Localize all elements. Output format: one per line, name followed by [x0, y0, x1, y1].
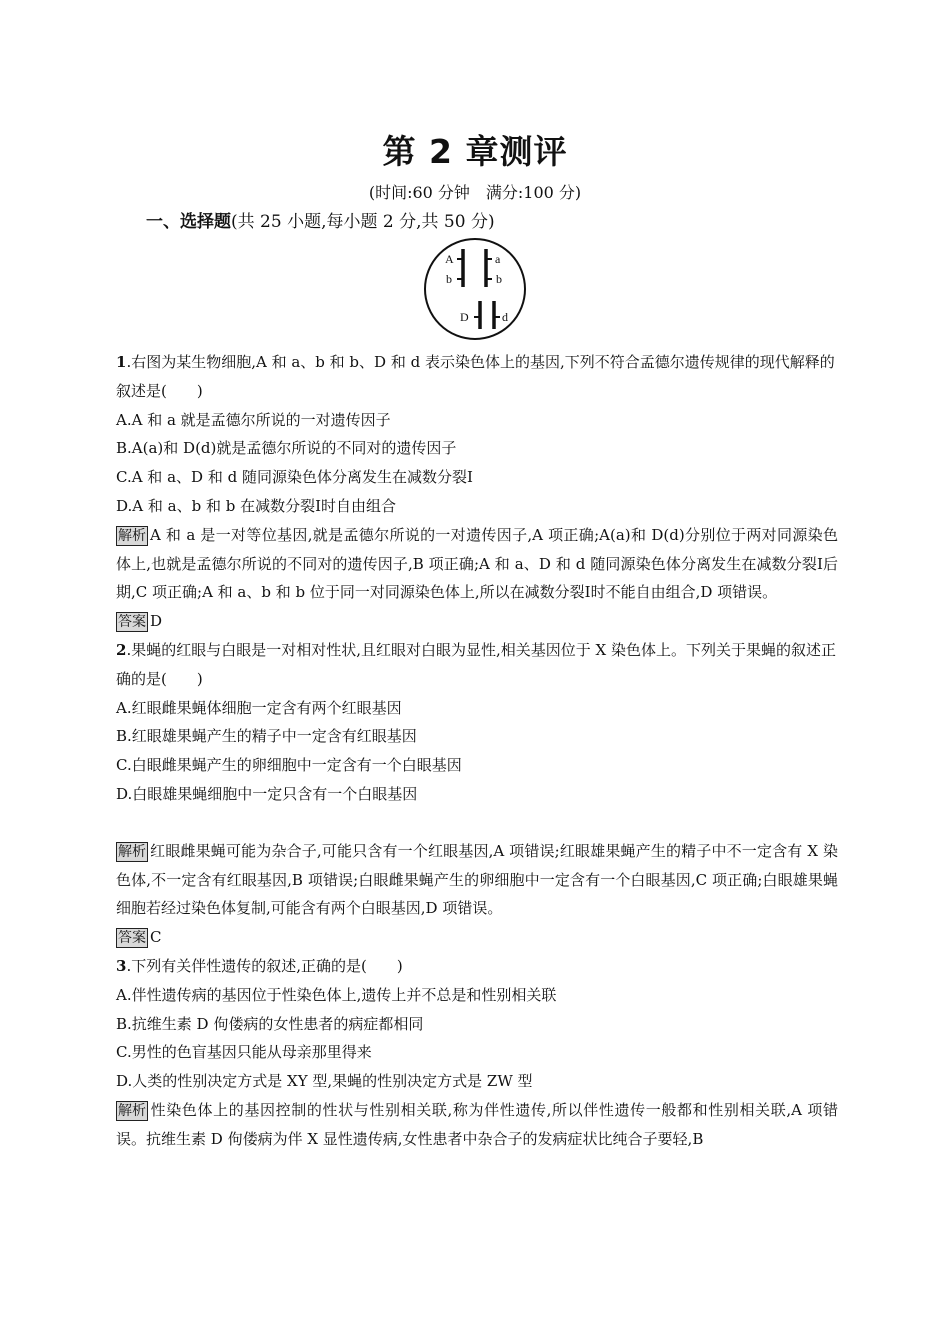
section-note: (共 25 小题,每小题 2 分,共 50 分): [231, 212, 495, 232]
answer-tag: 答案: [118, 930, 146, 947]
question-list: [116, 348, 838, 1154]
section-heading: [146, 207, 495, 232]
question-1-explanation: 解析 A 和 a 是一对等位基因,就是孟德尔所说的一对遗传因子,A 项正确;A(a)和 D(d)分别位于两对同源染色体上,也就是孟德尔所说的不同对的遗传因子,B 项正确;A 和 a、D 和 d 随同源染色体分离发生在减数分裂Ⅰ后期,C 项正确;A 和 a、b 和 b 位于同一对同源染色体上,所以在减数分裂Ⅰ时不能自由组合,D 项错误。: [116, 525, 838, 602]
question-3-stem: 3.下列有关伴性遗传的叙述,正确的是( ): [116, 956, 403, 975]
gene-label-b-right: b: [496, 272, 502, 286]
gene-label-D: D: [460, 310, 469, 324]
question-2-option-b: B.红眼雄果蝇产生的精子中一定含有红眼基因: [116, 727, 417, 746]
question-2-option-d: D.白眼雄果蝇细胞中一定只含有一个白眼基因: [116, 784, 418, 803]
question-3-option-d: D.人类的性别决定方式是 XY 型,果蝇的性别决定方式是 ZW 型: [116, 1072, 533, 1091]
question-1-option-d: D.A 和 a、b 和 b 在减数分裂Ⅰ时自由组合: [116, 496, 397, 515]
explanation-tag: 解析: [118, 527, 146, 544]
question-1-answer: 答案 D: [118, 612, 163, 631]
gene-label-d: d: [502, 310, 508, 324]
question-1-option-c: C.A 和 a、D 和 d 随同源染色体分离发生在减数分裂Ⅰ: [116, 468, 473, 487]
exam-time-score: (时间:60 分钟 满分:100 分): [368, 183, 582, 202]
question-1-option-b: B.A(a)和 D(d)就是孟德尔所说的不同对的遗传因子: [116, 439, 457, 458]
explanation-tag: 解析: [118, 843, 146, 860]
explanation-tag: 解析: [118, 1102, 146, 1119]
cell-chromosome-diagram: [418, 237, 532, 341]
question-3-option-b: B.抗维生素 D 佝偻病的女性患者的病症都相同: [116, 1014, 424, 1033]
question-1-stem: 1.右图为某生物细胞,A 和 a、b 和 b、D 和 d 表示染色体上的基因,下列不符合孟德尔遗传规律的现代解释的叙述是( ): [116, 353, 835, 400]
question-3-option-a: A.伴性遗传病的基因位于性染色体上,遗传上并不总是和性别相关联: [116, 985, 557, 1004]
gene-label-b-left: b: [446, 272, 452, 286]
question-2-explanation: 解析 红眼雌果蝇可能为杂合子,可能只含有一个红眼基因,A 项错误;红眼雄果蝇产生的精子中不一定含有 X 染色体,不一定含有红眼基因,B 项错误;白眼雌果蝇产生的卵细胞中一定含有一个白眼基因,C 项正确;白眼雄果蝇细胞若经过染色体复制,可能含有两个白眼基因,D 项错误。: [116, 841, 838, 918]
cell-outline: [425, 239, 525, 339]
question-2-option-c: C.白眼雌果蝇产生的卵细胞中一定含有一个白眼基因: [116, 756, 462, 775]
answer-tag: 答案: [118, 614, 146, 631]
gene-label-A: A: [445, 252, 454, 266]
question-1-option-a: A.A 和 a 就是孟德尔所说的一对遗传因子: [116, 410, 391, 429]
question-2-stem: 2.果蝇的红眼与白眼是一对相对性状,且红眼对白眼为显性,相关基因位于 X 染色体上。下列关于果蝇的叙述正确的是( ): [116, 640, 836, 688]
question-3-explanation: 解析 性染色体上的基因控制的性状与性别相关联,称为伴性遗传,所以伴性遗传一般都和性别相关联,A 项错误。抗维生素 D 佝偻病为伴 X 显性遗传病,女性患者中杂合子的发病症状比纯合子要轻,B: [116, 1100, 838, 1148]
question-3-option-c: C.男性的色盲基因只能从母亲那里得来: [116, 1043, 372, 1062]
section-label: 一、选择题: [146, 212, 231, 232]
page-title: 第 2 章测评: [382, 132, 568, 171]
gene-label-a: a: [495, 252, 501, 266]
question-2-option-a: A.红眼雌果蝇体细胞一定含有两个红眼基因: [116, 698, 402, 717]
question-2-answer: 答案 C: [118, 928, 162, 947]
